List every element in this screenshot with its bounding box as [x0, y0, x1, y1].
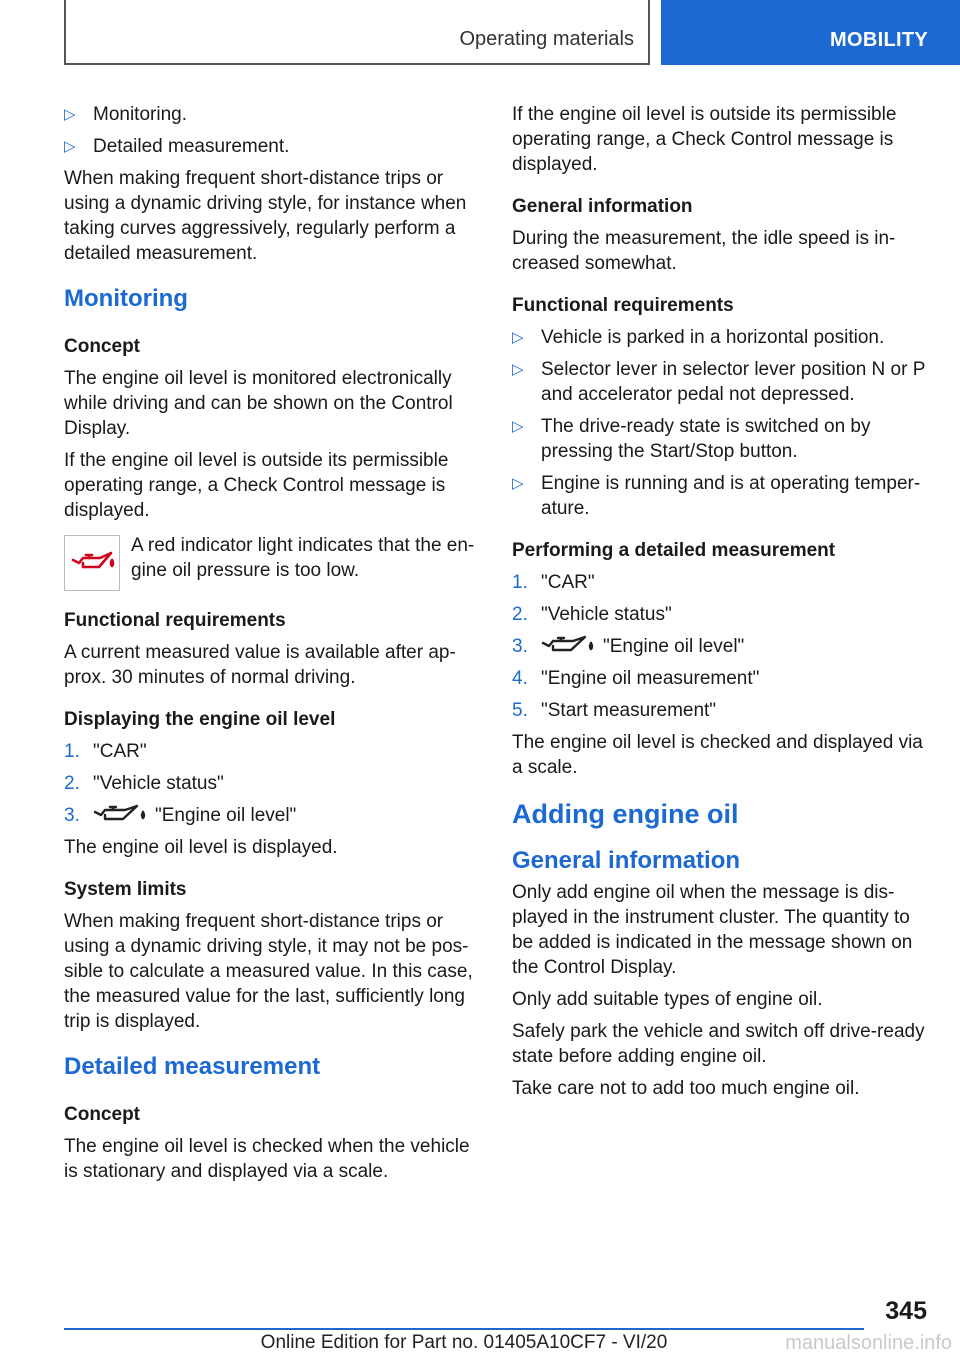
indicator-note: [64, 533, 482, 591]
concept-paragraph: If the engine oil level is outside its permissible operating range, a Check Control message is displayed.: [64, 450, 449, 521]
list-item: ▷ Detailed measurement.: [64, 136, 290, 157]
concept-paragraph: The engine oil level is checked when the vehicle is stationary and displayed via a scale.: [64, 1136, 470, 1182]
watermark: manualsonline.info: [785, 1332, 952, 1354]
adding-engine-oil-heading: Adding engine oil: [512, 799, 739, 829]
concept-heading: Concept: [64, 336, 140, 357]
oil-can-icon: [541, 635, 595, 655]
step-item: 3. "Engine oil level": [64, 805, 297, 826]
triangle-bullet-icon: ▷: [64, 106, 76, 123]
general-information-text: During the measurement, the idle speed is in‐creased somewhat.: [512, 228, 896, 274]
triangle-bullet-icon: ▷: [512, 475, 524, 492]
header-chapter-title: MOBILITY: [830, 29, 928, 51]
paragraph: Only add suitable types of engine oil.: [512, 989, 823, 1010]
edition-text: Online Edition for Part no. 01405A10CF7 - VI/20: [260, 1332, 668, 1353]
step-item: 1. "CAR": [64, 741, 147, 762]
monitoring-heading: Monitoring: [64, 285, 188, 312]
step-item: 5. "Start measurement": [512, 700, 717, 721]
functional-requirements-text: A current measured value is available after ap‐prox. 30 minutes of normal driving.: [64, 642, 456, 688]
general-information-heading: General information: [512, 196, 693, 217]
list-item: ▷ Monitoring.: [64, 104, 187, 125]
detailed-measurement-heading: Detailed measurement: [64, 1053, 321, 1080]
header-chapter-tab: [661, 0, 960, 65]
paragraph: Safely park the vehicle and switch off drive-ready state before adding engine oil.: [512, 1021, 925, 1067]
indicator-text: A red indicator light indicates that the en‐gine oil pressure is too low.: [131, 535, 475, 581]
page-number: 345: [885, 1297, 927, 1325]
step-item: 1. "CAR": [512, 572, 595, 593]
right-column: [512, 102, 928, 1108]
oil-can-icon: [93, 804, 147, 824]
functional-requirements-heading: Functional requirements: [64, 610, 286, 631]
concept-paragraph: The engine oil level is monitored electronically while driving and can be shown on the Control Display.: [64, 368, 453, 439]
perform-result-text: The engine oil level is checked and displayed via a scale.: [512, 732, 923, 778]
system-limits-heading: System limits: [64, 879, 187, 900]
perform-measurement-heading: Performing a detailed measurement: [512, 540, 836, 561]
functional-requirements-heading: Functional requirements: [512, 295, 734, 316]
header-section-title: Operating materials: [459, 28, 634, 50]
list-item: ▷ Engine is running and is at operating temper‐ature.: [512, 473, 921, 519]
step-item: 2. "Vehicle status": [512, 604, 672, 625]
display-oil-level-heading: Displaying the engine oil level: [64, 709, 336, 730]
intro-paragraph: When making frequent short-distance trips or using a dynamic driving style, for instance when taking curves aggressively, regularly perform a detailed measurement.: [64, 168, 467, 264]
paragraph: Only add engine oil when the message is dis‐played in the instrument cluster. The quantity to be added is indicated in the message shown on the Control Display.: [512, 882, 913, 978]
general-information-heading: General information: [512, 847, 741, 874]
system-limits-text: When making frequent short-distance trips or using a dynamic driving style, it may not be pos‐sible to calculate a measured value. In this case, the measured value for the last, sufficiently long trip is displayed.: [64, 911, 473, 1032]
paragraph: Take care not to add too much engine oil.: [512, 1078, 860, 1099]
list-item: ▷ Vehicle is parked in a horizontal position.: [512, 327, 885, 348]
triangle-bullet-icon: ▷: [64, 138, 76, 155]
triangle-bullet-icon: ▷: [512, 361, 524, 378]
concept-heading: Concept: [64, 1104, 140, 1125]
left-column: [64, 102, 482, 1191]
step-item: 4. "Engine oil measurement": [512, 668, 760, 689]
step-item: 3. "Engine oil level": [512, 636, 745, 657]
triangle-bullet-icon: ▷: [512, 329, 524, 346]
header-section-tab: [64, 0, 650, 65]
oil-pressure-warning-icon: [64, 535, 120, 591]
list-item: ▷ Selector lever in selector lever position N or P and accelerator pedal not depressed.: [512, 359, 926, 405]
list-item: ▷ The drive-ready state is switched on by pressing the Start/Stop button.: [512, 416, 871, 462]
paragraph: If the engine oil level is outside its permissible operating range, a Check Control message is displayed.: [512, 104, 897, 175]
triangle-bullet-icon: ▷: [512, 418, 524, 435]
footer-divider: [64, 1328, 864, 1330]
step-item: 2. "Vehicle status": [64, 773, 224, 794]
display-result-text: The engine oil level is displayed.: [64, 837, 338, 858]
